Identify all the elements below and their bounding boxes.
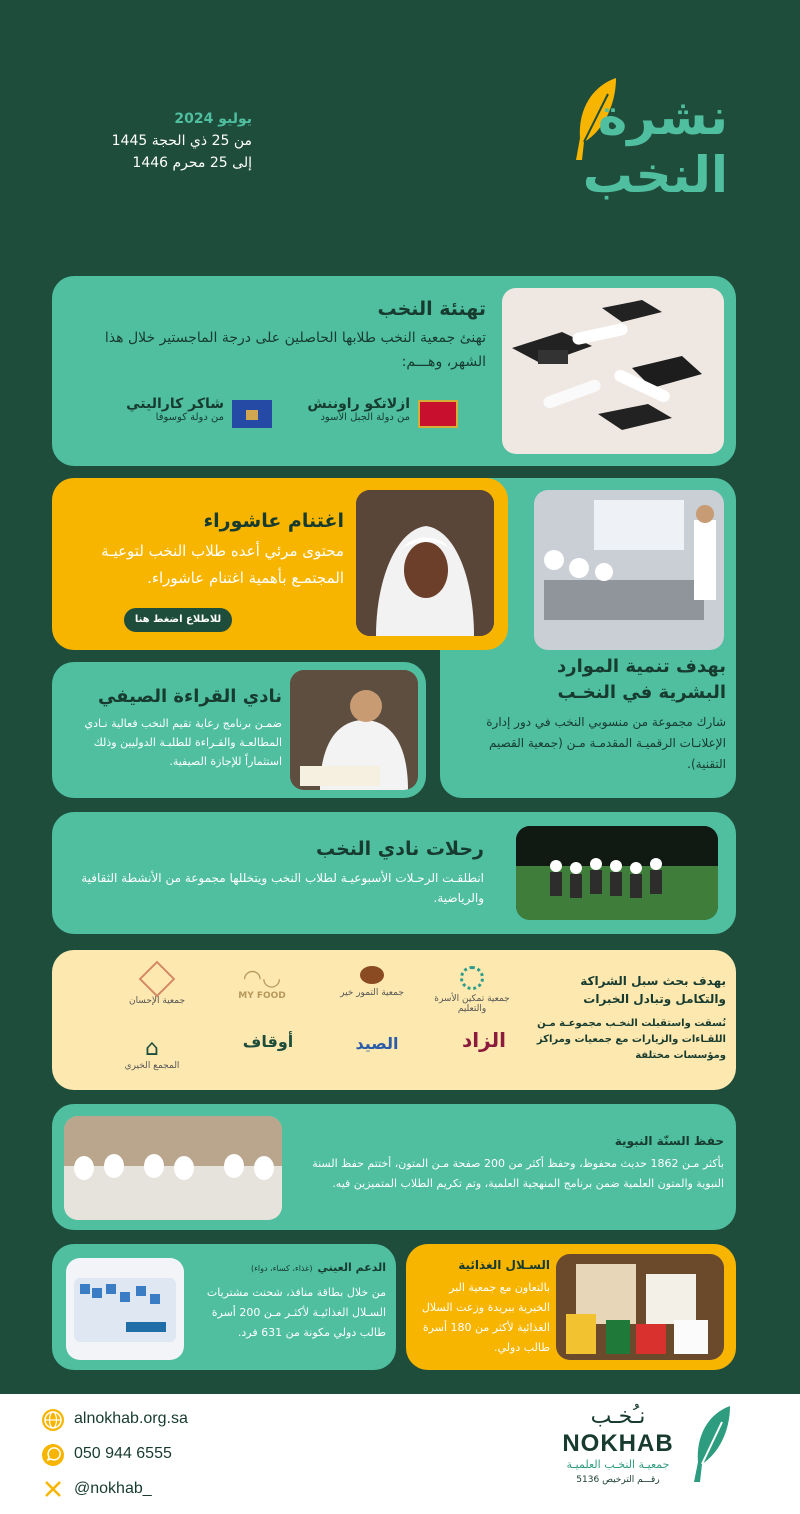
manafith-card-photo (66, 1258, 184, 1360)
footer (0, 1394, 800, 1514)
logo-arabic: نـُخـب (590, 1404, 646, 1429)
reading-card (52, 662, 426, 798)
congrats-text: تهنئ جمعية النخب طلابها الحاصلين على درجة الماجستير خلال هذا الشهر، وهـــم: (104, 330, 486, 370)
partner-logo-ihsan: جمعية الإحسان (112, 966, 202, 1006)
partnership-title-line2: والتكامل وتبادل الخبرات (583, 992, 726, 1006)
baskets-text: بالتعاون مع جمعية البر الخيرية ببريدة وزعت السلال الغذائية لأكثر من 180 أسرة طالب دولي. (421, 1281, 550, 1354)
aid-title: الدعم العيني (317, 1261, 386, 1274)
partnership-text: نُسقت واستقبلت النخـب مجموعـة مـن اللقـاءات والزيارات مع جمعيات ومراكز ومؤسسات مختلفة (536, 1018, 726, 1061)
partner-logo-alsaid: الصيد (355, 1034, 399, 1053)
hr-text: شارك مجموعة من منسوبي النخب في دور إدارة الإعلانـات الرقميـة المقدمـة مـن (جمعية القصيم التقنية). (486, 715, 726, 771)
person2-country: من دولة كوسوفا (155, 412, 224, 423)
sunnah-title: حفظ السنّة النبوية (614, 1134, 724, 1148)
aid-card (52, 1244, 396, 1370)
person1-name: ازلاتكو راوننش (307, 396, 410, 412)
title-line2: النخب (582, 146, 728, 204)
trips-text: انطلقـت الرحـلات الأسبوعيـة لطلاب النخب ويتخللها مجموعة من الأنشطة الثقافية والرياضية. (81, 871, 484, 905)
reading-text: ضمـن برنامج رعاية تقيم النخب فعالية نـادي المطالعـة والقـراءة للطلبـة الدوليين وذلك استثماراً للإجازة الصيفية. (84, 717, 282, 768)
trip-group-photo (516, 826, 718, 920)
issue-dates (80, 108, 252, 174)
partner-logo-awqaf: أوقاف (242, 1032, 294, 1051)
person2-name: شاكر كاراليتي (126, 396, 224, 412)
partnership-title-line1: بهدف بحث سبل الشراكة (580, 974, 726, 988)
partner-logo-alzad: الزاد (462, 1028, 506, 1052)
whatsapp-icon (42, 1444, 64, 1466)
graduation-caps-photo (502, 288, 724, 454)
logo-english: NOKHAB (562, 1430, 674, 1457)
kosovo-flag-icon (232, 400, 272, 428)
ashura-card (52, 478, 508, 650)
logo-subtitle: جمعيـة النخـب العلميـة (566, 1458, 670, 1471)
issue-to: إلى 25 محرم 1446 (132, 155, 252, 171)
reading-student-photo (290, 670, 418, 790)
newsletter-title (560, 88, 728, 204)
phone-number[interactable]: 050 944 6555 (74, 1445, 172, 1462)
person1-country: من دولة الجبل الأسود (320, 412, 410, 423)
nokhab-feather-icon (690, 1404, 734, 1484)
ashura-text: محتوى مرئي أعده طلاب النخب لتوعيـة المجتمـع بأهمية اغتنام عاشوراء. (101, 542, 344, 587)
social-handle[interactable]: @nokhab_ (74, 1480, 152, 1497)
partner-logo-dates: جمعية التمور خير (332, 966, 412, 998)
partner-logo-family: جمعية تمكين الأسرة والتعليم (432, 966, 512, 1014)
ashura-view-button[interactable]: للاطلاع اضغط هنا (124, 608, 232, 632)
partner-logo-myfood: ◠◡ MY FOOD (238, 966, 286, 1001)
ashura-title: اغتنام عاشوراء (203, 510, 344, 532)
issue-from: من 25 ذي الحجة 1445 (111, 133, 252, 149)
speaker-video-photo (356, 490, 494, 636)
title-line1: نشرة (597, 88, 728, 146)
trips-title: رحلات نادي النخب (315, 838, 484, 860)
trips-card (52, 812, 736, 934)
baskets-card (406, 1244, 736, 1370)
issue-month: يوليو 2024 (174, 111, 252, 127)
food-baskets-photo (556, 1254, 724, 1360)
congrats-card (52, 276, 736, 466)
hr-title-line2: البشرية في النخـب (557, 682, 726, 703)
baskets-title: السـلال الغذائية (458, 1258, 550, 1272)
partner-logo-charity-complex: ⌂ المجمع الخيري (124, 1036, 180, 1071)
website-link[interactable]: alnokhab.org.sa (74, 1410, 188, 1427)
sunnah-card (52, 1104, 736, 1230)
hr-title-line1: بهدف تنمية الموارد (557, 656, 726, 677)
partnership-card (52, 950, 736, 1090)
montenegro-flag-icon (418, 400, 458, 428)
globe-icon (42, 1409, 64, 1431)
sunnah-students-photo (64, 1116, 282, 1220)
aid-subtitle: (غذاء، كساء، دواء) (251, 1264, 313, 1273)
sunnah-text: بأكثر مـن 1862 حديث محفوظ، وحفظ أكثر من 200 صفحة مـن المتون، أختتم حفظ السنة النبوية والمتون العلمية ضمن برنامج المنهجية العلمية، وتم تكريم الطلاب المتميزين فيه. (312, 1157, 724, 1190)
workshop-photo (534, 490, 724, 650)
nokhab-logo (556, 1404, 680, 1485)
aid-text: من خلال بطاقة منافذ، شحنت مشتريات السـلال الغذائيـة لأكثـر مـن 200 أسرة طالب دولي مكونة من 631 فرد. (206, 1286, 386, 1339)
reading-title: نادي القراءة الصيفي (97, 686, 282, 707)
x-social-icon (42, 1478, 64, 1500)
license-number: رقـــم الترخيص 5136 (576, 1475, 660, 1485)
congrats-title: تهنئة النخب (377, 298, 486, 320)
